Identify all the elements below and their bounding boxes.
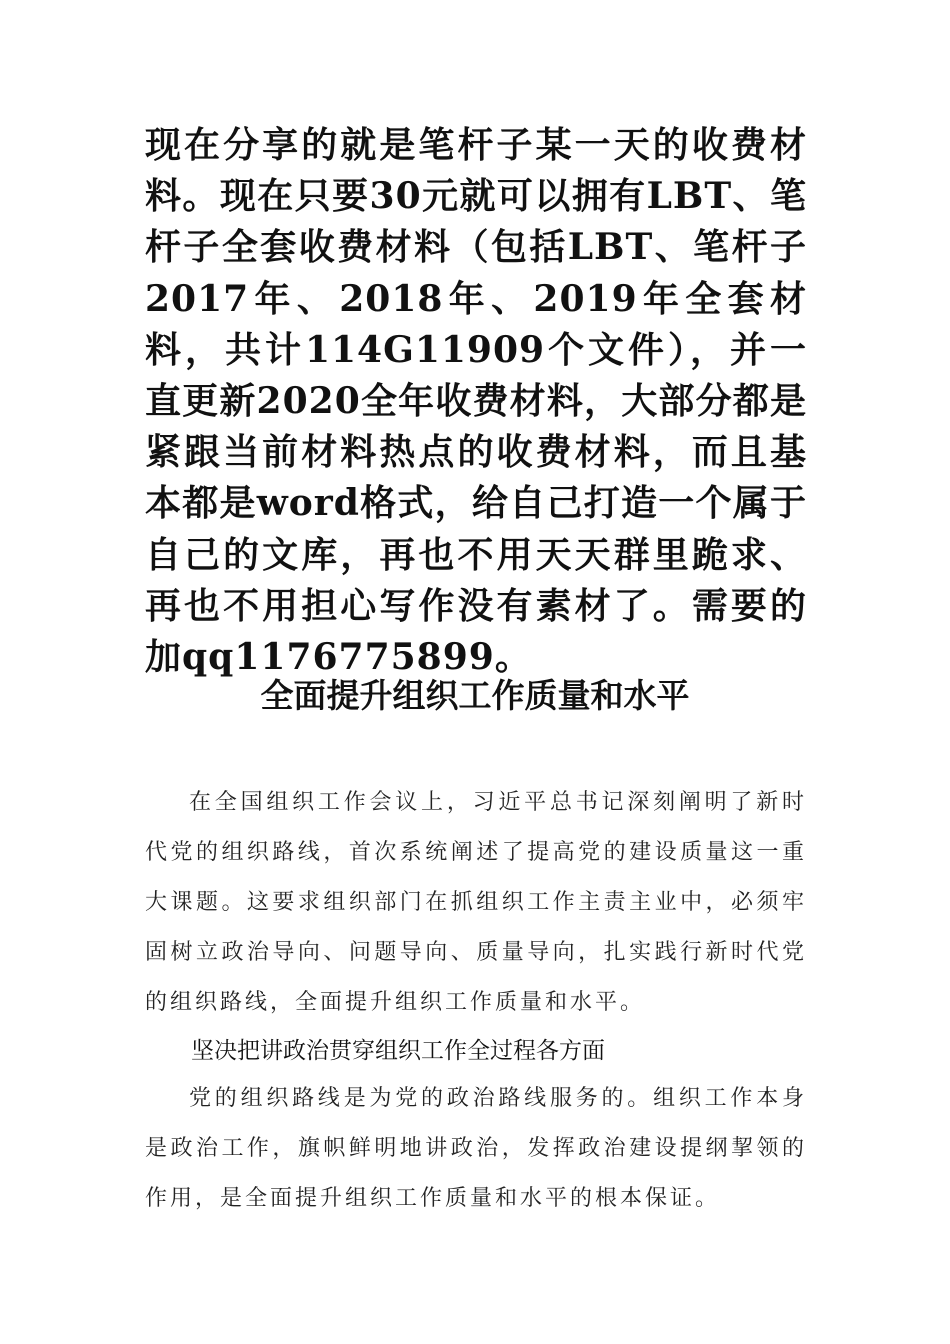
body-paragraph: 党的组织路线是为党的政治路线服务的。组织工作本身是政治工作，旗帜鲜明地讲政治，发挥政治建设提纲挈领的作用，是全面提升组织工作质量和水平的根本保证。 [145, 1086, 807, 1211]
promo-paragraph: 现在分享的就是笔杆子某一天的收费材料。现在只要30元就可以拥有LBT、笔杆子全套收费材料（包括LBT、笔杆子2017年、2018年、2019年全套材料，共计114G11909个文件），并一直更新2020全年收费材料，大部分都是紧跟当前材料热点的收费材料，而且基本都是word格式，给自己打造一个属于自己的文库，再也不用天天群里跪求、再也不用担心写作没有素材了。需要的加qq1176775899。 [145, 124, 807, 679]
article-title: 全面提升组织工作质量和水平 [260, 676, 690, 715]
body-paragraph: 在全国组织工作会议上，习近平总书记深刻阐明了新时代党的组织路线，首次系统阐述了提高党的建设质量这一重大课题。这要求组织部门在抓组织工作主责主业中，必须牢固树立政治导向、问题导向、质量导向，扎实践行新时代党的组织路线，全面提升组织工作质量和水平。 [145, 790, 807, 1015]
article-body [145, 778, 807, 1224]
section-heading: 坚决把讲政治贯穿组织工作全过程各方面 [191, 1038, 605, 1064]
